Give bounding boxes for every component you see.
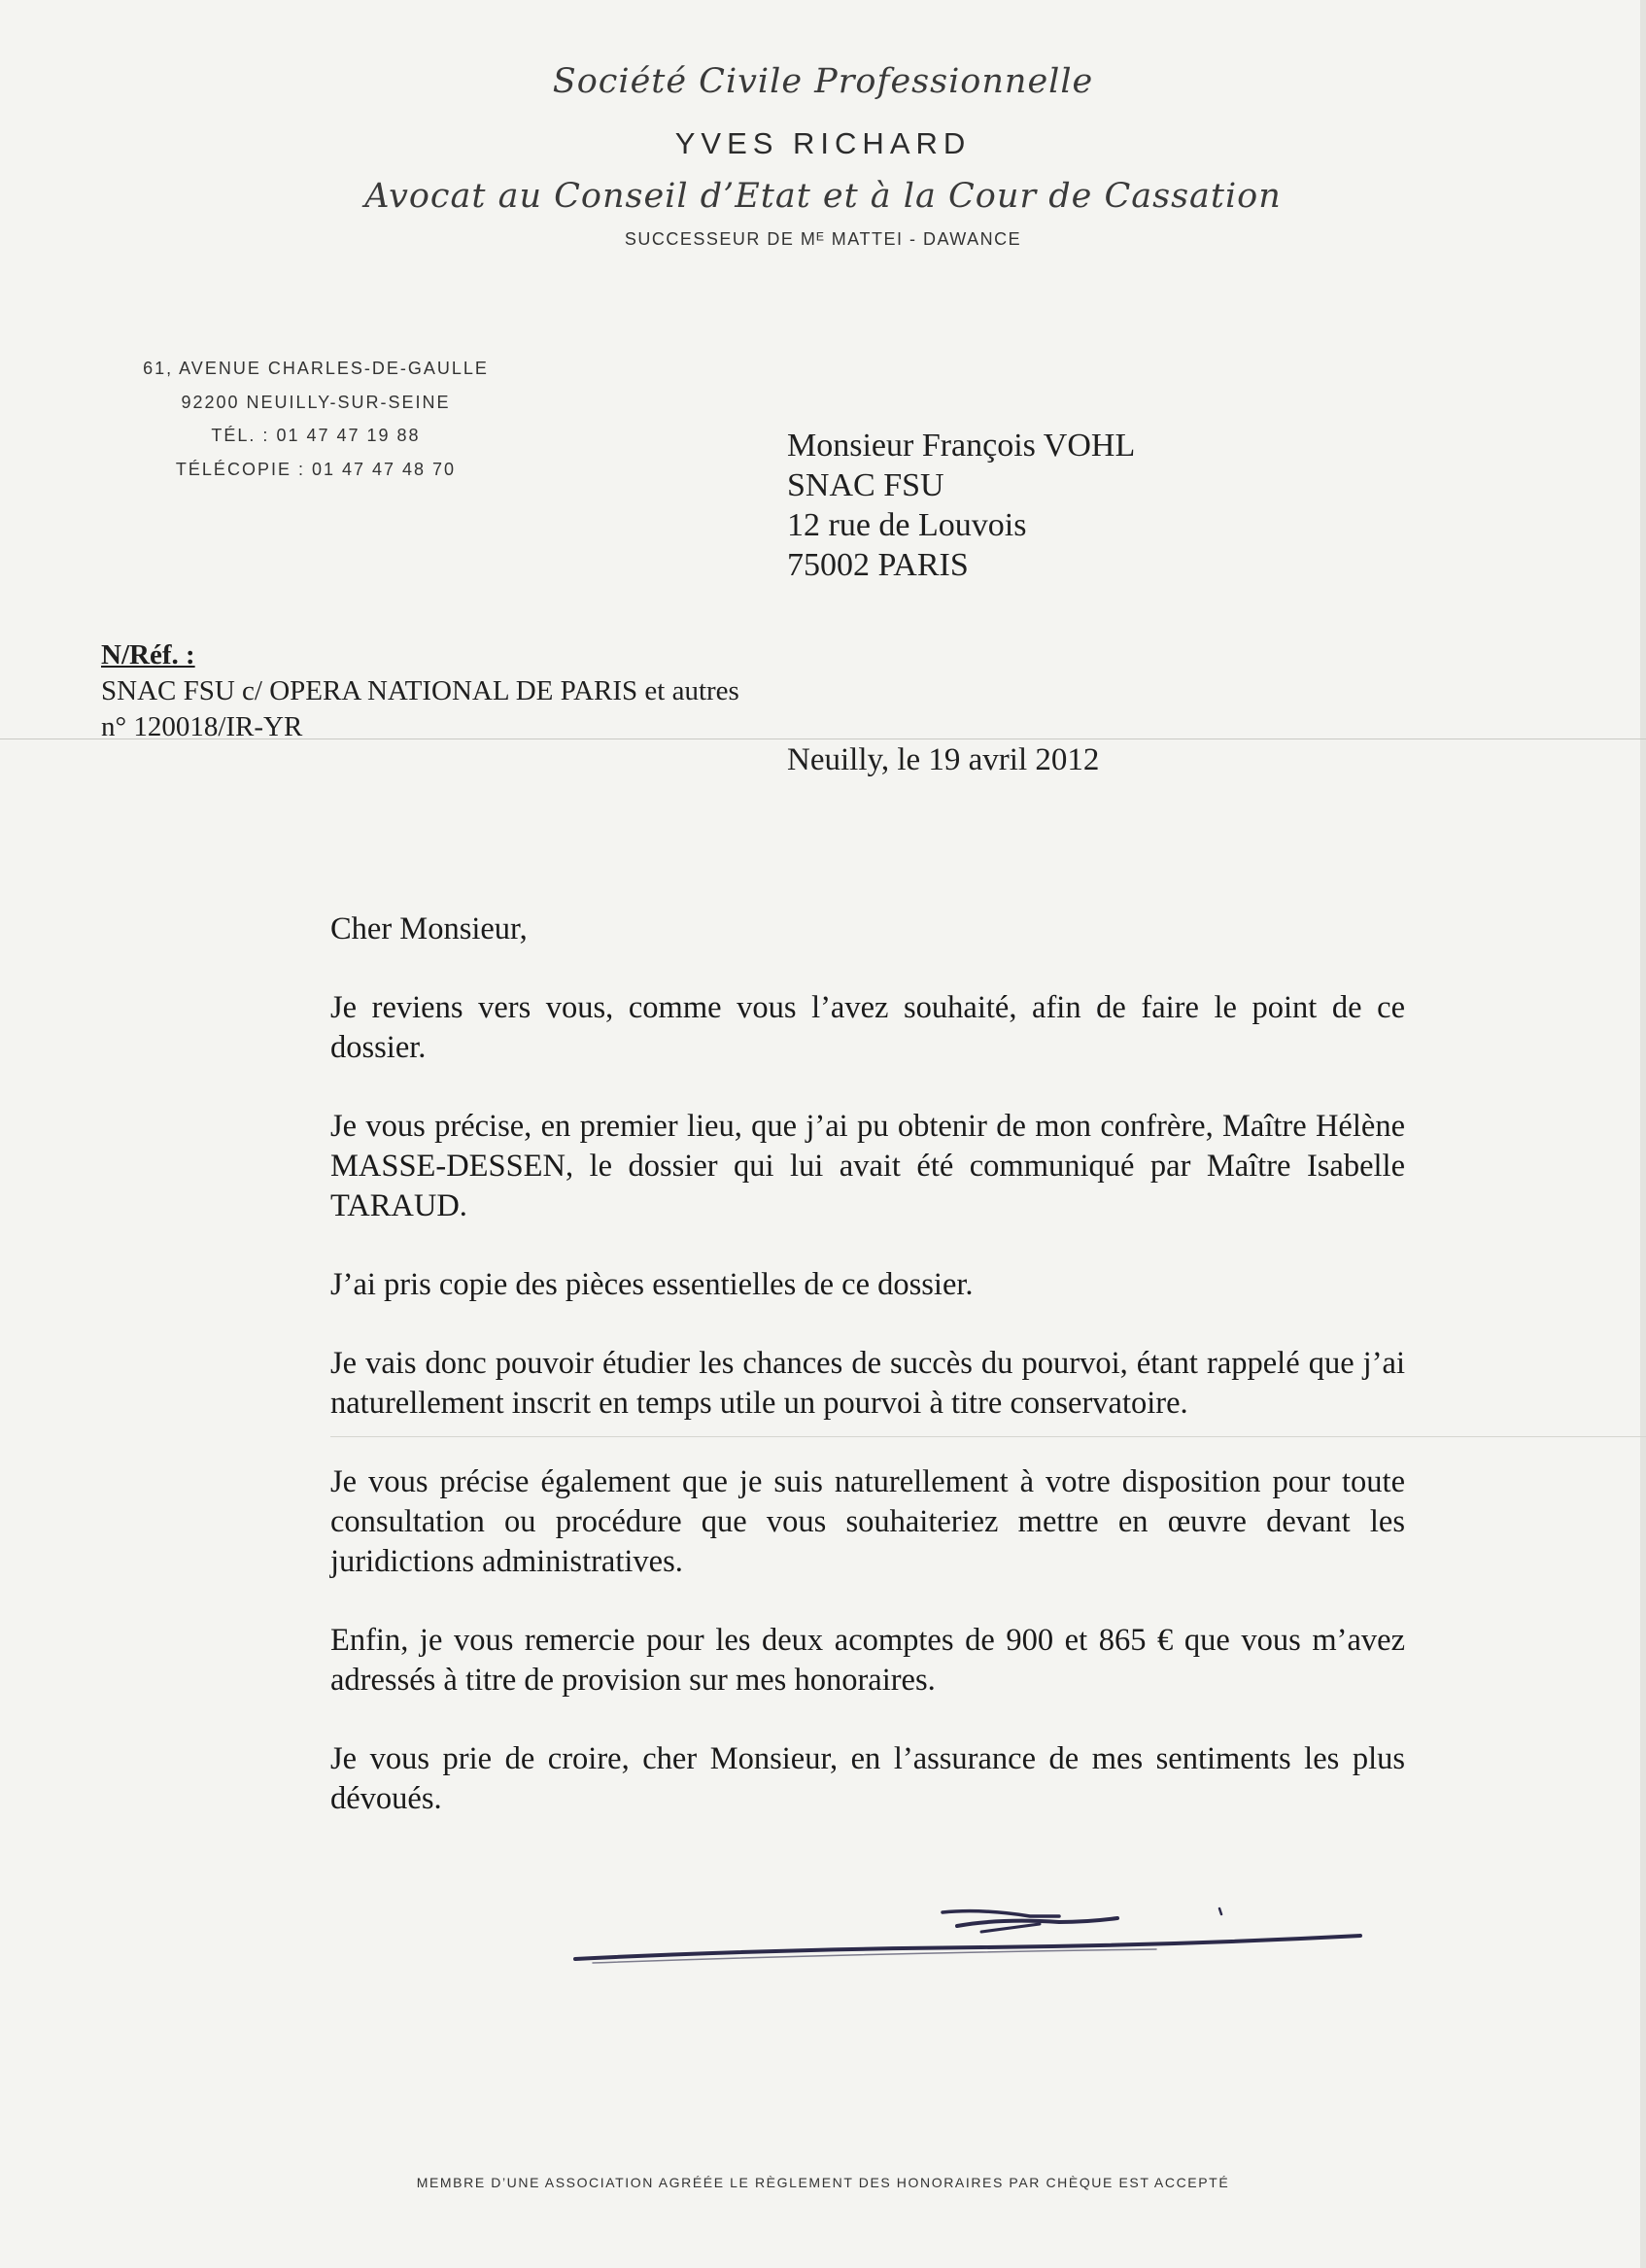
footer-notice: MEMBRE D’UNE ASSOCIATION AGRÉÉE LE RÈGLEMENT DES HONORAIRES PAR CHÈQUE EST ACCEPTÉ	[416, 2175, 1230, 2190]
paragraph: Je vous précise également que je suis naturellement à votre disposition pour toute consultation ou procédure que vous souhaiteriez mettre en œuvre devant les juridictions administratives.	[330, 1464, 1405, 1579]
closing-paragraph: Je vous prie de croire, cher Monsieur, en l’assurance de mes sentiments les plus dévoués.	[330, 1741, 1405, 1816]
letterhead-company-type: Société Civile Professionnelle	[552, 62, 1094, 101]
greeting: Cher Monsieur,	[330, 911, 528, 946]
paragraph: J’ai pris copie des pièces essentielles de ce dossier.	[330, 1267, 974, 1302]
signature	[573, 1905, 1370, 1973]
letter-body	[330, 910, 1405, 1819]
recipient-organization: SNAC FSU	[787, 467, 944, 503]
paragraph: Je vous précise, en premier lieu, que j’ai pu obtenir de mon confrère, Maître Hélène MASSE-DESSEN, le dossier qui lui avait été communiqué par Maître Isabelle TARAUD.	[330, 1109, 1405, 1223]
sender-city: 92200 NEUILLY-SUR-SEINE	[181, 392, 451, 412]
reference-case: SNAC FSU c/ OPERA NATIONAL DE PARIS et autres	[101, 675, 739, 706]
recipient-name: Monsieur François VOHL	[787, 428, 1136, 464]
letter-date: Neuilly, le 19 avril 2012	[787, 742, 1100, 777]
paper-edge	[1640, 0, 1646, 2268]
letterhead-successor: SUCCESSEUR DE Mᴱ MATTEI - DAWANCE	[624, 229, 1022, 249]
sender-phone: TÉL. : 01 47 47 19 88	[211, 426, 421, 445]
recipient-street: 12 rue de Louvois	[787, 507, 1027, 543]
letterhead-name: YVES RICHARD	[674, 126, 972, 160]
paragraph: Je vais donc pouvoir étudier les chances de succès du pourvoi, étant rappelé que j’ai naturellement inscrit en temps utile un pourvoi à titre conservatoire.	[330, 1346, 1405, 1421]
reference-number: n° 120018/IR-YR	[101, 711, 303, 742]
reference-label: N/Réf. :	[101, 639, 195, 670]
paragraph: Enfin, je vous remercie pour les deux acomptes de 900 et 865 € que vous m’avez adressés à titre de provision sur mes honoraires.	[330, 1623, 1405, 1698]
recipient-address	[787, 426, 1135, 585]
reference-block	[101, 637, 739, 745]
paragraph: Je reviens vers vous, comme vous l’avez souhaité, afin de faire le point de ce dossier.	[330, 990, 1405, 1065]
letterhead-title: Avocat au Conseil d’Etat et à la Cour de Cassation	[364, 177, 1282, 216]
sender-address	[107, 352, 525, 486]
sender-street: 61, AVENUE CHARLES-DE-GAULLE	[143, 359, 489, 378]
sender-fax: TÉLÉCOPIE : 01 47 47 48 70	[175, 459, 457, 479]
recipient-city: 75002 PARIS	[787, 547, 969, 583]
